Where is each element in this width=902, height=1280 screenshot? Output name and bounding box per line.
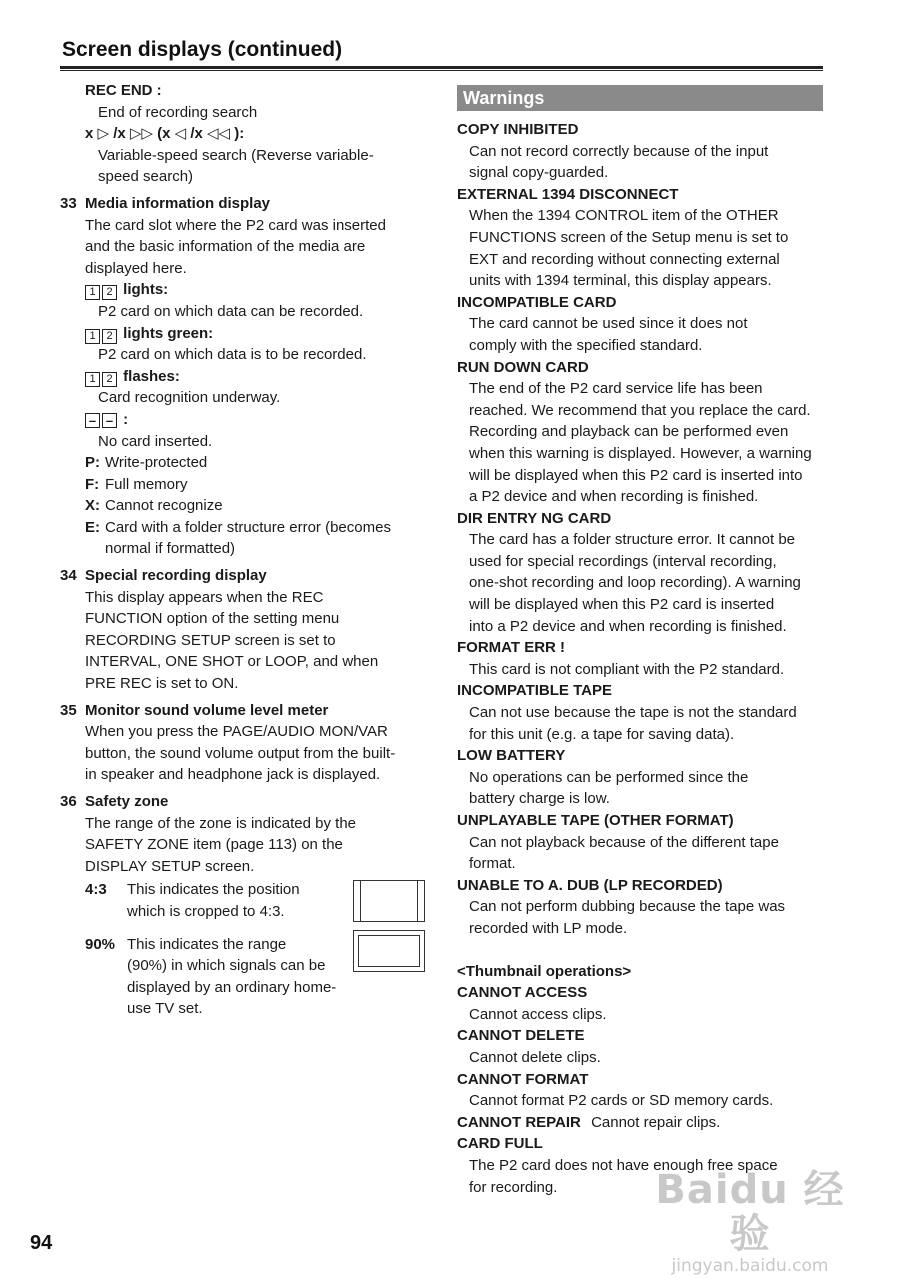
warnings-header: Warnings <box>457 85 823 111</box>
zone-4-3-crop-lines <box>360 880 418 922</box>
s33-desc-1: The card slot where the P2 card was inserted <box>85 216 386 234</box>
warning-title: DIR ENTRY NG CARD <box>457 509 612 527</box>
cannot-format-desc: Cannot format P2 cards or SD memory cards. <box>469 1092 774 1110</box>
s34-desc-1: This display appears when the REC <box>85 588 324 606</box>
warning-desc: a P2 device and when recording is finished. <box>469 488 759 506</box>
warning-desc: No operations can be performed since the <box>469 768 749 786</box>
flag-f: F: Full memory <box>85 475 188 493</box>
warning-run-down-card <box>457 357 823 508</box>
warning-desc: units with 1394 terminal, this display appears. <box>469 272 772 290</box>
warning-desc: recorded with LP mode. <box>469 919 628 937</box>
cannot-access-desc: Cannot access clips. <box>469 1005 607 1023</box>
warning-desc: The end of the P2 card service life has been <box>469 380 763 398</box>
zone-4-3-text-1: This indicates the position <box>127 881 300 899</box>
warning-desc: This card is not compliant with the P2 standard. <box>469 660 785 678</box>
varspeed-desc-2: speed search) <box>98 168 194 186</box>
varspeed-term: x ▷ /x ▷▷ (x ◁ /x ◁◁ ): <box>85 125 245 143</box>
zone-90-text-2: (90%) in which signals can be <box>127 957 326 975</box>
warning-title: UNPLAYABLE TAPE (OTHER FORMAT) <box>457 812 734 829</box>
watermark <box>640 1168 860 1276</box>
lights-term: 1 2 lights: <box>60 279 425 301</box>
slot-1-icon: 1 <box>85 372 100 387</box>
page-title: Screen displays (continued) <box>62 38 343 61</box>
card-full-desc-1: The P2 card does not have enough free space <box>469 1156 778 1174</box>
section-title: Special recording display <box>85 567 267 585</box>
section-34 <box>60 565 425 695</box>
warning-desc: Can not playback because of the different tape <box>469 833 779 851</box>
cannot-access-title: CANNOT ACCESS <box>457 984 588 1002</box>
warning-format-err <box>457 637 823 680</box>
lights-green-term: 1 2 lights green: <box>60 323 425 345</box>
warning-desc: comply with the specified standard. <box>469 336 703 354</box>
lights-desc: P2 card on which data can be recorded. <box>98 302 364 320</box>
s35-desc-3: in speaker and headphone jack is displayed. <box>85 766 381 784</box>
warning-desc: when this warning is displayed. However, a warning <box>469 444 812 462</box>
cannot-repair-title: CANNOT REPAIR <box>457 1113 581 1131</box>
section-title: Media information display <box>85 194 271 212</box>
warning-desc: Can not use because the tape is not the standard <box>469 704 797 722</box>
warning-desc: will be displayed when this P2 card is inserted <box>469 596 775 614</box>
watermark-url: jingyan.baidu.com <box>671 1256 829 1276</box>
zone-90-text-4: use TV set. <box>127 1000 203 1018</box>
warning-title: FORMAT ERR ! <box>457 639 566 657</box>
slot-2-icon: 2 <box>102 329 117 344</box>
slot-2-icon: 2 <box>102 372 117 387</box>
lights-green-desc: P2 card on which data is to be recorded. <box>98 346 367 364</box>
zone-90-text-1: This indicates the range <box>127 935 287 953</box>
zone-90-label: 90% <box>85 935 116 953</box>
section-number: 35 <box>60 701 77 719</box>
warning-desc: used for special recordings (interval recording, <box>469 552 777 570</box>
s35-desc-2: button, the sound volume output from the built- <box>85 744 396 762</box>
card-full-desc-2: for recording. <box>469 1178 558 1196</box>
warning-title: EXTERNAL 1394 DISCONNECT <box>457 185 679 203</box>
slot-1-icon: 1 <box>85 285 100 300</box>
empty-slot-1-icon: – <box>85 413 100 428</box>
no-card-term: – – : <box>60 409 425 431</box>
warning-desc: Recording and playback can be performed even <box>469 423 789 441</box>
warning-desc: signal copy-guarded. <box>469 164 609 182</box>
s33-desc-3: displayed here. <box>85 259 187 277</box>
section-33 <box>60 193 425 560</box>
warning-title: COPY INHIBITED <box>457 121 579 138</box>
section-title: Safety zone <box>85 793 169 810</box>
warning-desc: EXT and recording without connecting external <box>469 250 780 268</box>
warning-title: INCOMPATIBLE TAPE <box>457 682 612 700</box>
s34-desc-2: FUNCTION option of the setting menu <box>85 610 340 628</box>
warning-title: INCOMPATIBLE CARD <box>457 293 617 311</box>
flag-e-cont: normal if formatted) <box>105 540 236 558</box>
cannot-format-title: CANNOT FORMAT <box>457 1070 589 1088</box>
cannot-repair-desc: Cannot repair clips. <box>591 1113 721 1131</box>
s35-desc-1: When you press the PAGE/AUDIO MON/VAR <box>85 723 388 741</box>
warning-desc: The card cannot be used since it does not <box>469 315 748 333</box>
empty-slot-2-icon: – <box>102 413 117 428</box>
rec-end-term: REC END : <box>85 82 162 99</box>
flag-p: P: Write-protected <box>85 454 208 472</box>
warning-title: LOW BATTERY <box>457 747 566 765</box>
warning-incompatible-tape <box>457 680 823 745</box>
section-36 <box>60 791 425 1020</box>
cannot-repair-row <box>457 1112 823 1134</box>
zone-4-3 <box>60 879 425 922</box>
flashes-desc: Card recognition underway. <box>98 389 281 407</box>
warning-desc: reached. We recommend that you replace the card. <box>469 401 811 419</box>
zone-4-3-text-2: which is cropped to 4:3. <box>127 902 285 920</box>
warning-copy-inhibited <box>457 119 823 184</box>
rec-end-desc: End of recording search <box>98 103 258 121</box>
warning-unable-to-dub <box>457 875 823 940</box>
s36-desc-2: SAFETY ZONE item (page 113) on the <box>85 836 343 854</box>
zone-90-text-3: displayed by an ordinary home- <box>127 978 337 996</box>
flag-e: E: Card with a folder structure error (becomes <box>85 518 391 536</box>
zone-4-3-label: 4:3 <box>85 881 107 899</box>
warning-desc: Can not perform dubbing because the tape was <box>469 898 786 916</box>
zone-90-diagram <box>353 930 425 972</box>
warning-desc: will be displayed when this P2 card is inserted into <box>469 466 803 484</box>
varspeed-desc-1: Variable-speed search (Reverse variable- <box>98 146 374 164</box>
warning-desc: The card has a folder structure error. It cannot be <box>469 531 796 549</box>
flag-x: X: Cannot recognize <box>85 497 223 515</box>
section-number: 36 <box>60 793 77 810</box>
warning-desc: Can not record correctly because of the input <box>469 142 769 160</box>
card-full-title: CARD FULL <box>457 1135 543 1153</box>
slot-1-icon: 1 <box>85 329 100 344</box>
warning-dir-entry-ng <box>457 508 823 638</box>
warning-title: RUN DOWN CARD <box>457 358 589 376</box>
s34-desc-5: PRE REC is set to ON. <box>85 675 239 693</box>
warning-external-1394 <box>457 184 823 292</box>
warning-title: UNABLE TO A. DUB (LP RECORDED) <box>457 876 723 894</box>
section-number: 34 <box>60 567 77 585</box>
s34-desc-4: INTERVAL, ONE SHOT or LOOP, and when <box>85 653 379 671</box>
title-rule <box>60 66 823 71</box>
zone-4-3-diagram <box>353 880 425 922</box>
zone-90 <box>60 934 425 1020</box>
cannot-delete-title: CANNOT DELETE <box>457 1027 585 1045</box>
zone-90-frame <box>358 935 420 967</box>
warning-desc: into a P2 device and when recording is finished. <box>469 617 787 635</box>
s36-desc-3: DISPLAY SETUP screen. <box>85 857 255 875</box>
flashes-term: 1 2 flashes: <box>60 366 425 388</box>
section-number: 33 <box>60 194 77 212</box>
warning-desc: battery charge is low. <box>469 790 610 808</box>
s34-desc-3: RECORDING SETUP screen is set to <box>85 631 336 649</box>
page-number: 94 <box>30 1232 53 1254</box>
warning-unplayable-tape <box>457 810 823 875</box>
warning-desc: When the 1394 CONTROL item of the OTHER <box>469 207 779 225</box>
warning-desc: one-shot recording and loop recording). A warning <box>469 574 801 592</box>
warning-low-battery <box>457 745 823 810</box>
left-column <box>60 80 425 1020</box>
slot-2-icon: 2 <box>102 285 117 300</box>
warning-desc: format. <box>469 855 516 873</box>
warning-desc: for this unit (e.g. a tape for saving data). <box>469 725 735 743</box>
warning-desc: FUNCTIONS screen of the Setup menu is set to <box>469 228 789 246</box>
watermark-brand: Baidu 经验 <box>655 1167 845 1257</box>
right-column <box>457 85 823 1198</box>
thumbnail-operations-heading: <Thumbnail operations> <box>457 962 632 980</box>
no-card-desc: No card inserted. <box>98 432 213 450</box>
cannot-delete-desc: Cannot delete clips. <box>469 1048 601 1066</box>
s33-desc-2: and the basic information of the media are <box>85 238 366 256</box>
s36-desc-1: The range of the zone is indicated by the <box>85 814 357 832</box>
warning-incompatible-card <box>457 292 823 357</box>
section-35 <box>60 700 425 786</box>
section-title: Monitor sound volume level meter <box>85 701 329 719</box>
